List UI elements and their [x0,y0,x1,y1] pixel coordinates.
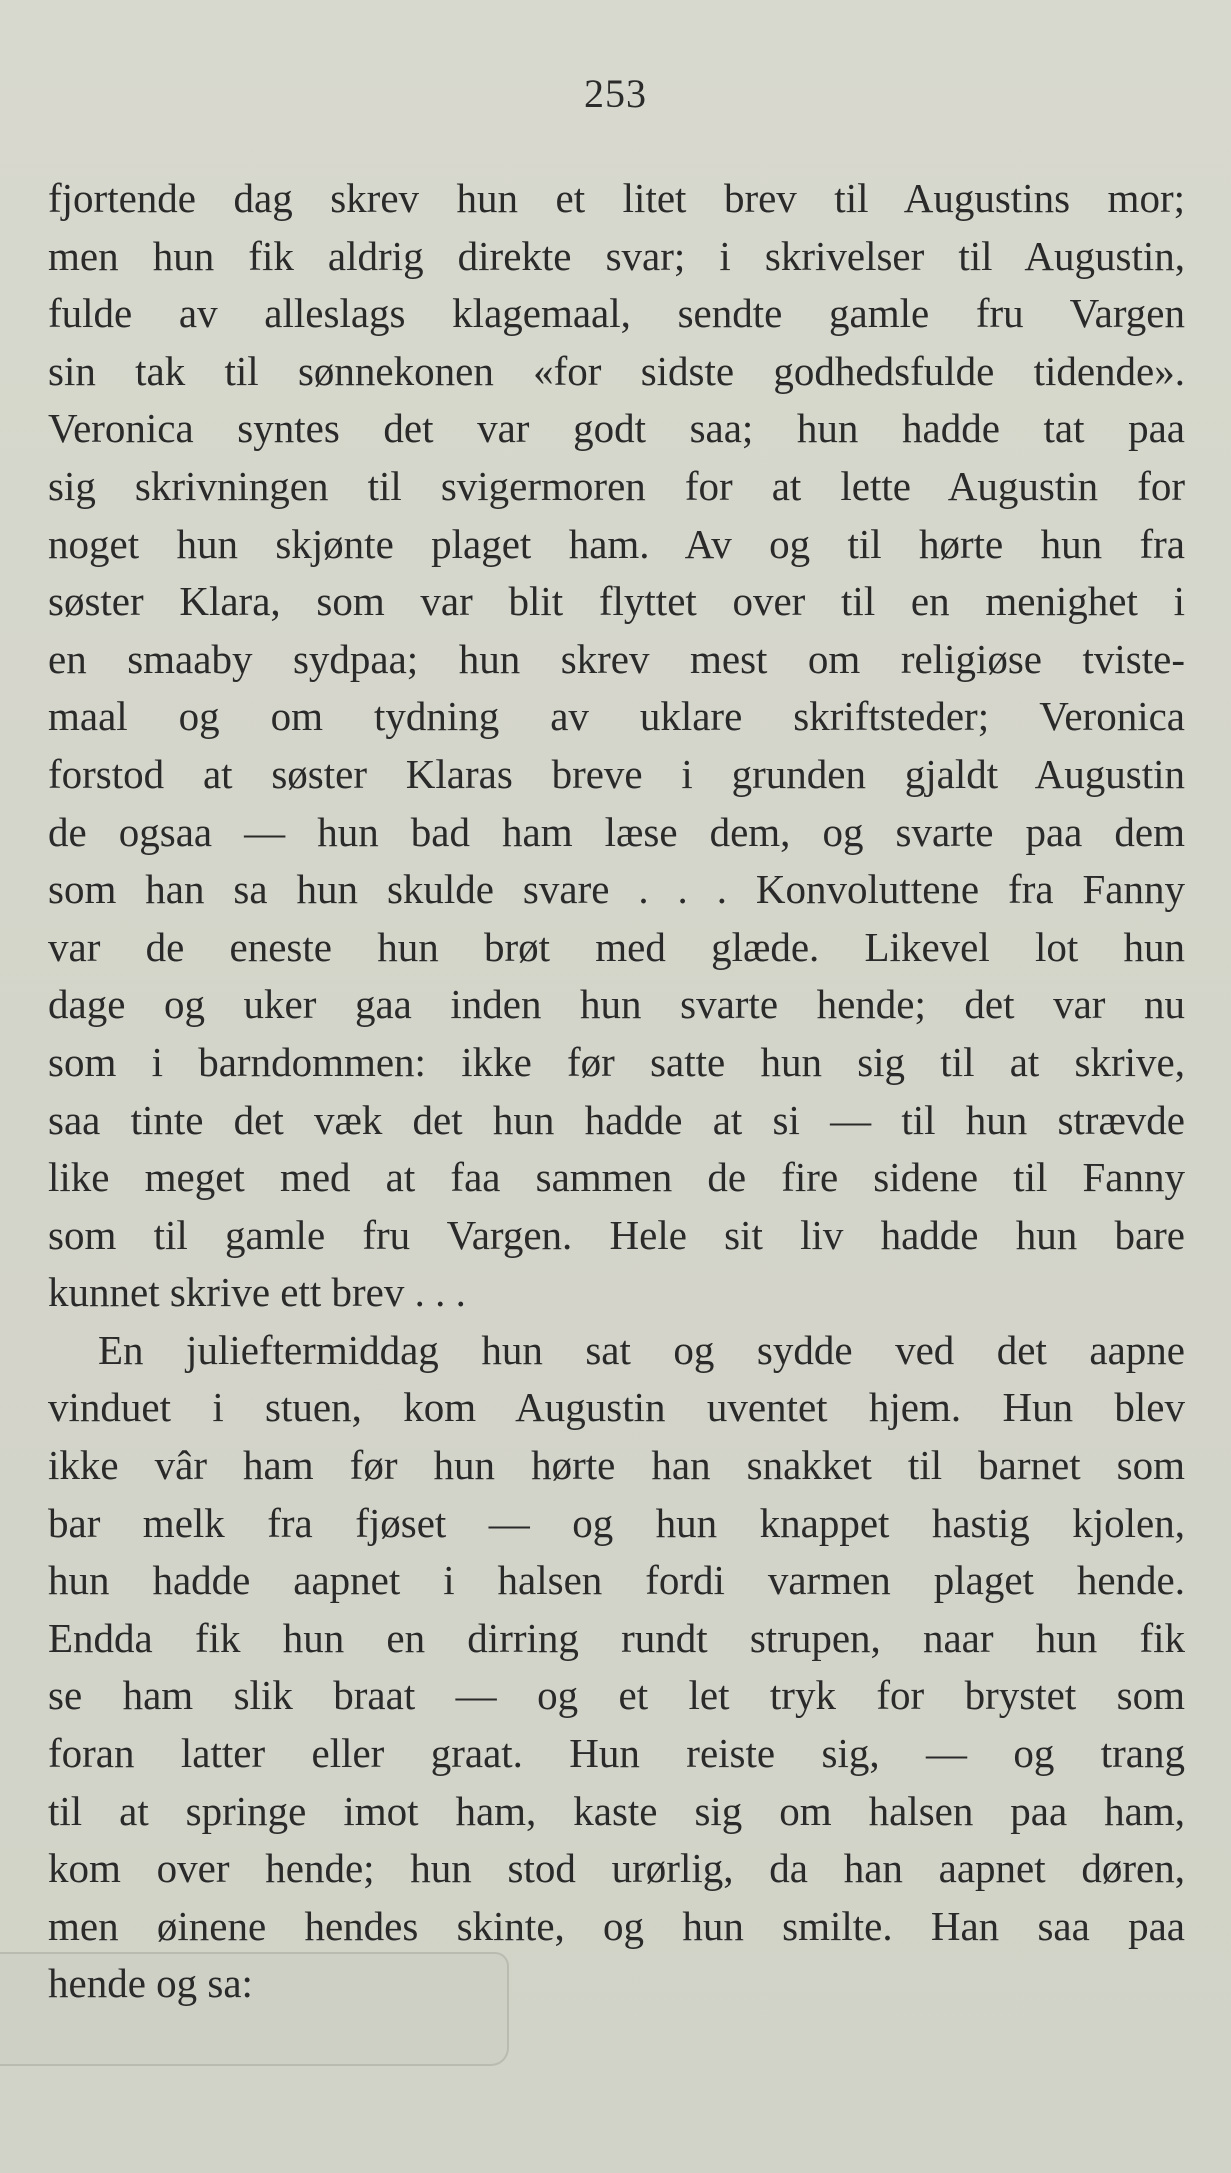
text-line: Veronica syntes det var godt saa; hun hadde tat paa [48,405,1185,452]
text-line: Endda fik hun en dirring rundt strupen, naar hun fik [48,1614,1185,1661]
text-line: fjortende dag skrev hun et litet brev til Augustins mor; [48,175,1185,221]
text-line: men hun fik aldrig direkte svar; i skrivelser til Augustin, [48,232,1185,279]
text-line: vinduet i stuen, kom Augustin uventet hjem. Hun blev [48,1384,1185,1431]
page-number: 253 [584,71,647,116]
text-line: hun hadde aapnet i halsen fordi varmen plaget hende. [48,1557,1185,1604]
text-line: like meget med at faa sammen de fire sidene til Fanny [48,1154,1185,1201]
text-line: som i barndommen: ikke før satte hun sig til at skrive, [48,1038,1185,1085]
text-line: noget hun skjønte plaget ham. Av og til hørte hun fra [48,520,1185,567]
text-line: bar melk fra fjøset — og hun knappet hastig kjolen, [48,1499,1185,1546]
text-line: de ogsaa — hun bad ham læse dem, og svarte paa dem [48,808,1185,855]
text-line: foran latter eller graat. Hun reiste sig, — og trang [48,1730,1185,1777]
text-line: en smaaby sydpaa; hun skrev mest om religiøse tviste- [48,635,1185,682]
text-line: se ham slik braat — og et let tryk for brystet som [48,1672,1185,1719]
text-line: sin tak til sønnekonen «for sidste godhedsfulde tidende». [48,347,1185,394]
text-line: som han sa hun skulde svare . . . Konvoluttene fra Fanny [48,866,1185,913]
text-line: søster Klara, som var blit flyttet over til en menighet i [48,578,1185,625]
text-line: som til gamle fru Vargen. Hele sit liv hadde hun bare [48,1211,1185,1258]
text-line: saa tinte det væk det hun hadde at si — til hun strævde [48,1096,1185,1143]
text-line: dage og uker gaa inden hun svarte hende; det var nu [48,981,1185,1028]
text-line: maal og om tydning av uklare skriftsteder; Veronica [48,693,1185,740]
text-line: fulde av alleslags klagemaal, sendte gamle fru Vargen [48,290,1185,337]
paragraph [48,170,1185,1322]
paragraph [48,1322,1185,2013]
text-line: sig skrivningen til svigermoren for at lette Augustin for [48,462,1185,509]
text-line: forstod at søster Klaras breve i grunden gjaldt Augustin [48,750,1185,797]
text-line: ikke vâr ham før hun hørte han snakket til barnet som [48,1442,1185,1489]
text-line: kunnet skrive ett brev . . . [48,1269,466,1316]
body-text [48,170,1185,2013]
text-line: kom over hende; hun stod urørlig, da han aapnet døren, [48,1845,1185,1892]
text-line: til at springe imot ham, kaste sig om halsen paa ham, [48,1787,1185,1834]
text-line: var de eneste hun brøt med glæde. Likevel lot hun [48,923,1185,970]
text-line: En julieftermiddag hun sat og sydde ved det aapne [98,1326,1185,1373]
text-line: hende og sa: [48,1960,253,2007]
text-line: men øinene hendes skinte, og hun smilte. Han saa paa [48,1902,1185,1949]
